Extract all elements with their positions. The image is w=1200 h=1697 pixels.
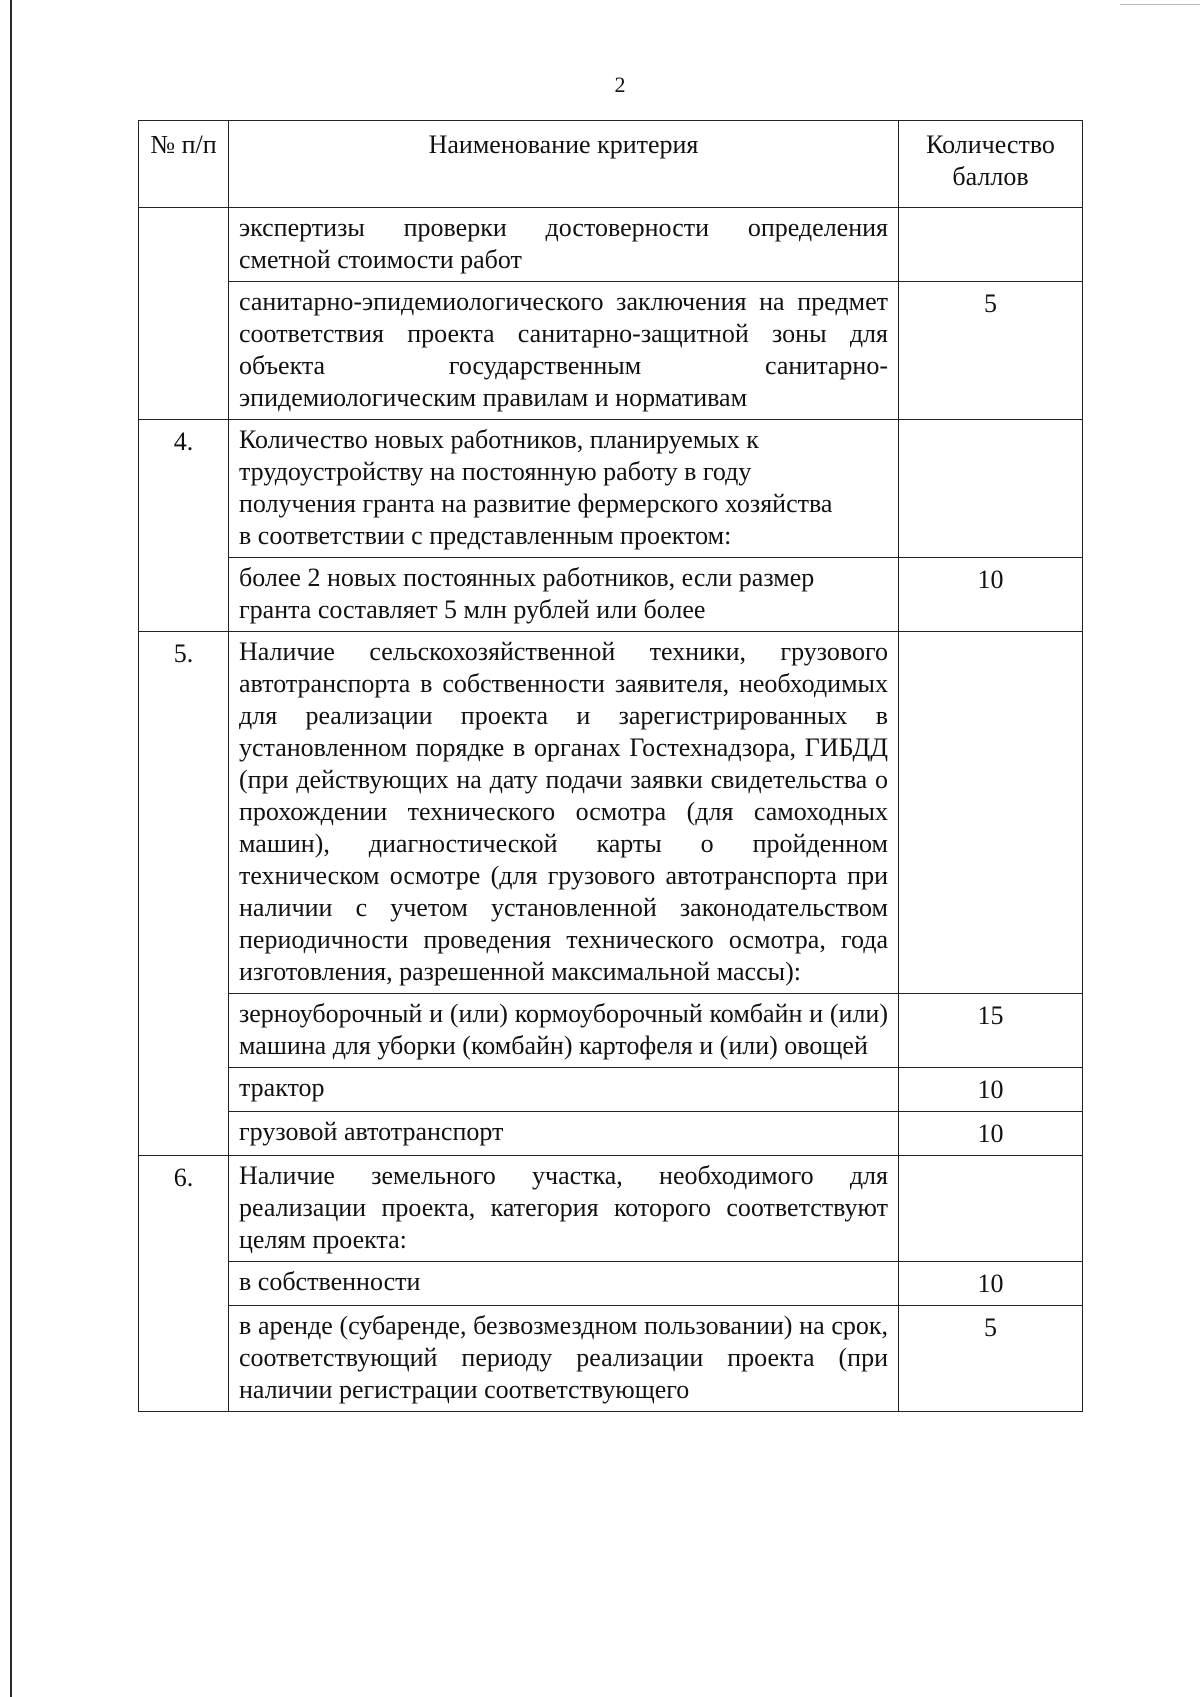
table-row: [139, 632, 1083, 994]
table-row: [139, 282, 1083, 420]
row-name: в собственности: [229, 1262, 899, 1306]
table-header-row: [139, 121, 1083, 208]
row-num: 4.: [139, 420, 229, 632]
row-name: трактор: [229, 1068, 899, 1112]
row-score: 10: [899, 1262, 1083, 1306]
scan-left-edge: [10, 0, 12, 1697]
table-row: [139, 1156, 1083, 1262]
row-score: 5: [899, 1306, 1083, 1412]
criteria-table: [138, 120, 1083, 1412]
row-name: зерноуборочный и (или) кормоуборочный комбайн и (или) машина для уборки (комбайн) картофеля и (или) овощей: [229, 994, 899, 1068]
table-row: [139, 1262, 1083, 1306]
table-row: [139, 208, 1083, 282]
row-score: [899, 1156, 1083, 1262]
table-row: [139, 1068, 1083, 1112]
row-score: [899, 420, 1083, 558]
row-name: санитарно-эпидемиологического заключения на предмет соответствия проекта санитарно-защитной зоны для объекта государственным санитарно-эпидемиологическим правилам и нормативам: [229, 282, 899, 420]
table-row: [139, 558, 1083, 632]
row-score: 10: [899, 558, 1083, 632]
row-name: Наличие земельного участка, необходимого для реализации проекта, категория которого соответствуют целям проекта:: [229, 1156, 899, 1262]
row-num: 6.: [139, 1156, 229, 1412]
table-row: [139, 994, 1083, 1068]
row-score: 15: [899, 994, 1083, 1068]
header-score: Количество баллов: [899, 121, 1083, 208]
row-name: в аренде (субаренде, безвозмездном пользовании) на срок, соответствующий периоду реализации проекта (при наличии регистрации соответствующего: [229, 1306, 899, 1412]
table-row: [139, 1306, 1083, 1412]
table-row: [139, 420, 1083, 558]
row-score: 5: [899, 282, 1083, 420]
scan-top-mark: [1120, 4, 1200, 5]
row-score: 10: [899, 1068, 1083, 1112]
row-num-cell: [139, 208, 229, 420]
row-name: грузовой автотранспорт: [229, 1112, 899, 1156]
row-score: [899, 208, 1083, 282]
row-name: Наличие сельскохозяйственной техники, грузового автотранспорта в собственности заявителя, необходимых для реализации проекта и зарегистрированных в установленном порядке в органах Гостехнадзора, ГИБДД (при действующих на дату подачи заявки свидетельства о прохождении технического осмотра (для самоходных машин), диагностической карты о пройденном техническом осмотре (для грузового автотранспорта при наличии с учетом установленной законодательством периодичности проведения технического осмотра, года изготовления, разрешенной максимальной массы):: [229, 632, 899, 994]
row-score: 10: [899, 1112, 1083, 1156]
header-num: № п/п: [139, 121, 229, 208]
page-number: 2: [614, 72, 626, 97]
row-name: Количество новых работников, планируемых к трудоустройству на постоянную работу в году получения гранта на развитие фермерского хозяйства в соответствии с представленным проектом:: [229, 420, 899, 558]
row-name: экспертизы проверки достоверности определения сметной стоимости работ: [229, 208, 899, 282]
table-row: [139, 1112, 1083, 1156]
row-num: 5.: [139, 632, 229, 1156]
header-name: Наименование критерия: [229, 121, 899, 208]
row-name: более 2 новых постоянных работников, если размер гранта составляет 5 млн рублей или более: [229, 558, 899, 632]
row-score: [899, 632, 1083, 994]
